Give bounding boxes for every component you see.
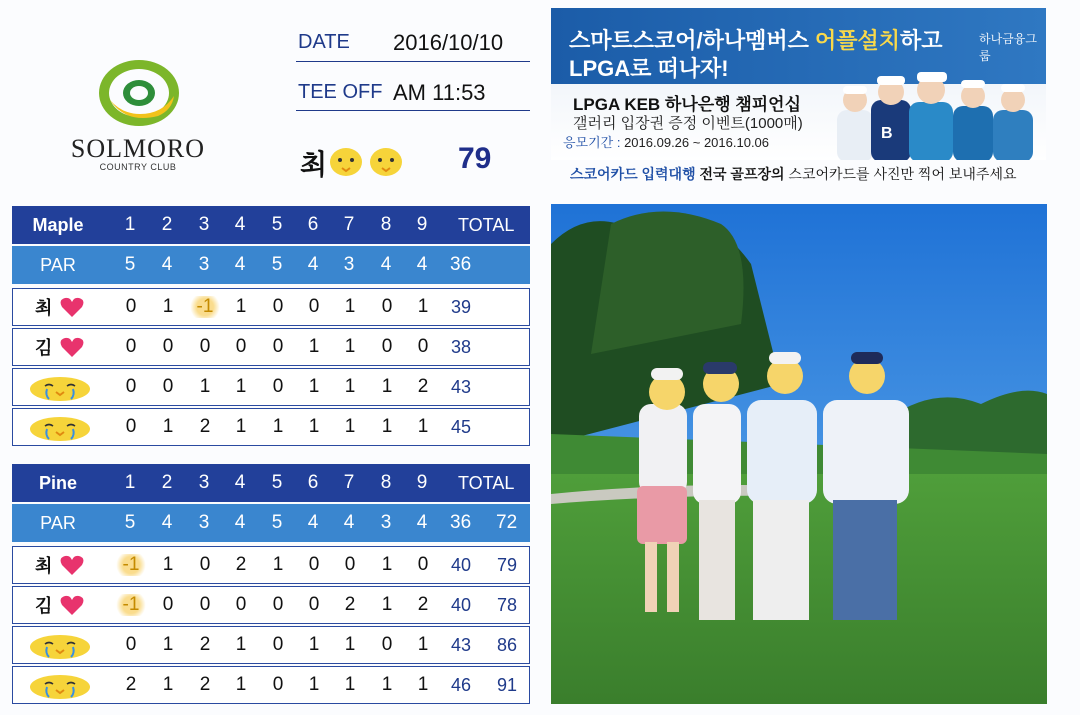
table-header-row — [12, 206, 530, 244]
hole-number: 9 — [416, 214, 428, 235]
hole-score: 2 — [417, 594, 429, 615]
teeoff-label: TEE OFF — [298, 81, 383, 103]
hole-score: -1 — [187, 296, 223, 318]
hole-score: 1 — [308, 674, 320, 695]
crying-chick-icon — [25, 671, 95, 701]
notice-middle: 전국 골프장의 — [695, 166, 785, 182]
hole-score: 1 — [235, 674, 247, 695]
hole-score: 0 — [381, 634, 393, 655]
par-value: 5 — [124, 512, 136, 533]
par-value: 3 — [343, 254, 355, 275]
banner-headline — [569, 24, 943, 55]
hole-number: 7 — [343, 214, 355, 235]
par-value: 5 — [271, 512, 283, 533]
crying-chick-icon — [25, 373, 95, 403]
hole-score: 1 — [308, 376, 320, 397]
hole-score: 0 — [308, 554, 320, 575]
hole-score: 1 — [344, 416, 356, 437]
notice-end: 스코어카드를 사진만 찍어 보내주세요 — [784, 166, 1017, 182]
hole-number: 5 — [271, 472, 283, 493]
hole-score: 1 — [162, 296, 174, 317]
hole-number: 3 — [198, 214, 210, 235]
par-value: 4 — [416, 512, 428, 533]
hole-score: 2 — [125, 674, 137, 695]
hole-score: 1 — [162, 554, 174, 575]
par-value: 4 — [161, 512, 173, 533]
heart-emoji-icon — [59, 295, 85, 319]
hole-score: 1 — [162, 416, 174, 437]
hole-score: 0 — [272, 336, 284, 357]
row-total: 45 — [451, 416, 472, 437]
hole-score: -1 — [113, 594, 149, 616]
hole-score: 0 — [125, 376, 137, 397]
chick-emoji-icon — [326, 140, 410, 180]
hole-number: 6 — [307, 214, 319, 235]
club-name: SOLMORO — [70, 134, 206, 163]
row-total: 46 — [451, 674, 472, 695]
par-total: 36 — [450, 512, 472, 533]
hole-score: 1 — [235, 376, 247, 397]
hole-score: 2 — [235, 554, 247, 575]
heart-emoji-icon — [59, 335, 85, 359]
par-value: 4 — [234, 254, 246, 275]
row-total: 38 — [451, 336, 472, 357]
hole-score: 1 — [381, 416, 393, 437]
player-name: 최 — [35, 298, 53, 318]
par-value: 4 — [343, 512, 355, 533]
divider — [296, 61, 530, 62]
hole-score: 0 — [417, 336, 429, 357]
par-total: 36 — [450, 254, 472, 275]
pine-scorecard-table — [12, 464, 530, 704]
hole-score: 1 — [199, 376, 211, 397]
par-value: 4 — [234, 512, 246, 533]
player-row — [12, 666, 530, 704]
hole-score: 1 — [344, 634, 356, 655]
lpga-players-image — [837, 70, 1042, 160]
hole-score: 0 — [272, 296, 284, 317]
event-desc: 갤러리 입장권 증정 이벤트(1000매) — [573, 115, 803, 132]
table-header-row — [12, 464, 530, 502]
hole-score: 1 — [344, 376, 356, 397]
course-name: Maple — [32, 214, 84, 235]
divider — [296, 110, 530, 111]
svg-text:B: B — [881, 125, 893, 142]
player-row — [12, 408, 530, 446]
hole-score: 2 — [417, 376, 429, 397]
hole-score: 1 — [381, 594, 393, 615]
par-grand-total: 72 — [496, 512, 518, 533]
hole-number: 8 — [380, 214, 392, 235]
event-period-label: 응모기간 : — [563, 135, 625, 150]
hole-score: 0 — [199, 336, 211, 357]
hole-score: 1 — [344, 296, 356, 317]
notice-text — [570, 164, 1017, 184]
banner-subheadline: LPGA로 떠나자! — [569, 56, 729, 81]
hole-score: 0 — [235, 594, 247, 615]
hole-score: 0 — [344, 554, 356, 575]
player-name: 김 — [35, 338, 53, 358]
promo-banner[interactable] — [551, 8, 1046, 160]
maple-scorecard-table — [12, 206, 530, 446]
hole-number: 4 — [234, 472, 246, 493]
hole-number: 9 — [416, 472, 428, 493]
row-grand-total: 86 — [497, 634, 518, 655]
hole-score: 1 — [308, 634, 320, 655]
par-value: 3 — [198, 512, 210, 533]
hole-score: 2 — [199, 416, 211, 437]
hole-score: 1 — [417, 416, 429, 437]
row-total: 40 — [451, 554, 472, 575]
player-name: 최 — [300, 149, 328, 180]
hole-score: 1 — [235, 296, 247, 317]
event-period-dates: 2016.09.26 ~ 2016.10.06 — [624, 135, 770, 150]
hana-logo: 하나금융그룹 — [979, 32, 1037, 63]
par-label: PAR — [40, 254, 76, 275]
player-row — [12, 586, 530, 624]
hole-score: 0 — [162, 594, 174, 615]
player-name: 김 — [35, 596, 53, 616]
player-name: 최 — [35, 556, 53, 576]
hole-score: 0 — [308, 296, 320, 317]
hole-score: 1 — [381, 554, 393, 575]
hole-number: 2 — [161, 214, 173, 235]
crying-chick-icon — [25, 413, 95, 443]
par-value: 5 — [124, 254, 136, 275]
hole-score: 1 — [162, 674, 174, 695]
heart-emoji-icon — [59, 593, 85, 617]
hole-score: 0 — [235, 336, 247, 357]
hole-score: 1 — [417, 296, 429, 317]
par-value: 3 — [380, 512, 392, 533]
row-total: 39 — [451, 296, 472, 317]
hole-score: 1 — [272, 554, 284, 575]
hole-number: 4 — [234, 214, 246, 235]
group-photo — [551, 204, 1047, 704]
hole-score: 0 — [272, 594, 284, 615]
hole-number: 1 — [124, 214, 136, 235]
notice-service: 스코어카드 입력대행 — [570, 166, 696, 182]
par-value: 3 — [198, 254, 210, 275]
hole-number: 1 — [124, 472, 136, 493]
date-value: 2016/10/10 — [393, 30, 504, 55]
hole-score: 0 — [199, 594, 211, 615]
event-title: LPGA KEB 하나은행 챔피언십 — [573, 95, 802, 114]
player-row — [12, 546, 530, 584]
par-row — [12, 246, 530, 284]
player-row — [12, 368, 530, 406]
par-value: 4 — [307, 512, 319, 533]
hole-score: 2 — [199, 674, 211, 695]
hole-score: 0 — [125, 416, 137, 437]
teeoff-value: AM 11:53 — [393, 80, 486, 105]
hole-number: 6 — [307, 472, 319, 493]
total-header: TOTAL — [458, 472, 515, 493]
course-name: Pine — [38, 472, 77, 493]
event-period — [563, 132, 769, 151]
hole-score: 1 — [308, 336, 320, 357]
hole-score: 0 — [162, 376, 174, 397]
row-grand-total: 79 — [497, 554, 518, 575]
hole-score: 1 — [381, 674, 393, 695]
crying-chick-icon — [25, 631, 95, 661]
par-row — [12, 504, 530, 542]
hole-score: 1 — [235, 416, 247, 437]
hole-score: 1 — [235, 634, 247, 655]
solmoro-logo — [96, 58, 182, 128]
hole-score: 1 — [381, 376, 393, 397]
hole-score: 0 — [272, 376, 284, 397]
row-total: 40 — [451, 594, 472, 615]
hole-score: 1 — [417, 674, 429, 695]
hole-score: 1 — [272, 416, 284, 437]
hole-score: 0 — [125, 634, 137, 655]
par-value: 4 — [416, 254, 428, 275]
banner-headline-text: 스마트스코어/하나멤버스 — [569, 28, 815, 53]
par-label: PAR — [40, 512, 76, 533]
hole-number: 7 — [343, 472, 355, 493]
heart-emoji-icon — [59, 553, 85, 577]
par-value: 4 — [161, 254, 173, 275]
hole-number: 5 — [271, 214, 283, 235]
hole-score: 2 — [344, 594, 356, 615]
hole-score: 0 — [417, 554, 429, 575]
hole-score: 1 — [417, 634, 429, 655]
row-total: 43 — [451, 634, 472, 655]
banner-headline-end: 하고 — [900, 28, 943, 53]
row-grand-total: 91 — [497, 674, 518, 695]
hole-score: 0 — [308, 594, 320, 615]
hole-score: 2 — [199, 634, 211, 655]
hole-number: 8 — [380, 472, 392, 493]
hole-score: 0 — [272, 634, 284, 655]
hole-score: 0 — [272, 674, 284, 695]
hole-score: 0 — [199, 554, 211, 575]
hole-score: 0 — [162, 336, 174, 357]
player-row — [12, 328, 530, 366]
row-grand-total: 78 — [497, 594, 518, 615]
club-subtitle: COUNTRY CLUB — [99, 162, 177, 172]
par-value: 4 — [307, 254, 319, 275]
banner-highlight: 어플설치 — [815, 28, 901, 53]
total-score: 79 — [458, 142, 492, 175]
row-total: 43 — [451, 376, 472, 397]
hole-score: 0 — [381, 296, 393, 317]
hole-score: 0 — [381, 336, 393, 357]
date-label: DATE — [298, 31, 350, 53]
hole-number: 2 — [161, 472, 173, 493]
hole-score: 1 — [344, 674, 356, 695]
hole-score: 1 — [308, 416, 320, 437]
hole-score: 1 — [344, 336, 356, 357]
hole-score: -1 — [113, 554, 149, 576]
total-header: TOTAL — [458, 214, 515, 235]
par-value: 5 — [271, 254, 283, 275]
hole-number: 3 — [198, 472, 210, 493]
hole-score: 0 — [125, 336, 137, 357]
player-row — [12, 626, 530, 664]
player-row — [12, 288, 530, 326]
hole-score: 1 — [162, 634, 174, 655]
hole-score: 0 — [125, 296, 137, 317]
par-value: 4 — [380, 254, 392, 275]
